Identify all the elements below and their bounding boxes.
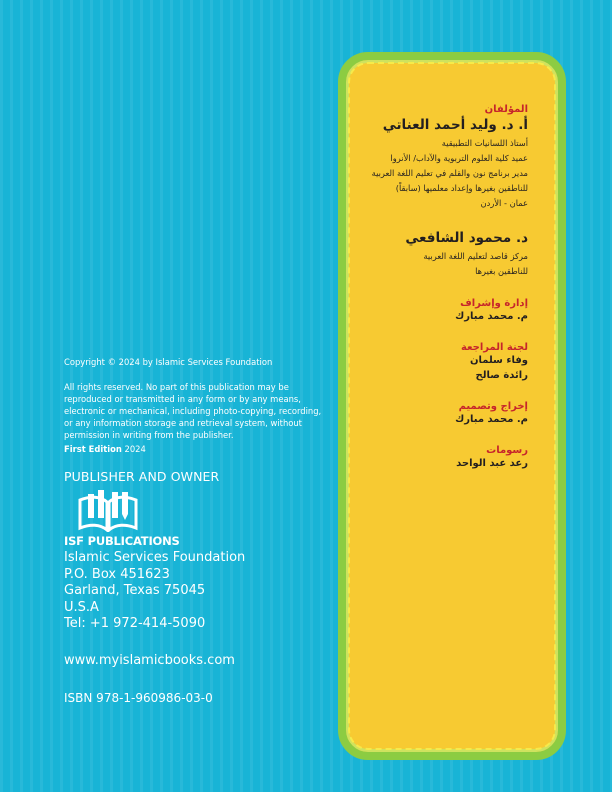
address-line: U.S.A: [64, 599, 99, 615]
address-line: Garland, Texas 75045: [64, 583, 206, 598]
illustrations-role: رسومات: [486, 445, 528, 456]
publisher-info: [64, 356, 326, 705]
management-role: إدارة وإشراف: [460, 298, 528, 309]
isbn: ISBN 978-1-960986-03-0: [64, 690, 213, 705]
rights-statement: All rights reserved. No part of this publication may be reproduced or transmitted in any form or by any means, electronic or mechanical, including photo-copying, recording, or any information storage and retrieval system, without permission in writing from the publisher.: [64, 382, 322, 440]
credits-list: [328, 104, 528, 473]
edition-line: [64, 444, 326, 454]
design-name: م. محمد مبارك: [455, 414, 528, 425]
logo-wordmark: ISF PUBLICATIONS: [64, 534, 180, 548]
management-name: م. محمد مبارك: [455, 311, 528, 322]
reviewer-name: وفاء سلمان: [469, 355, 528, 366]
credits-panel: [338, 52, 566, 760]
author1-detail: عمان - الأردن: [480, 198, 528, 208]
illustrations-name: رعد عبد الواحد: [456, 458, 528, 469]
book-pen-logo-icon: [76, 490, 140, 532]
author1-name: أ. د. وليد أحمد العناتي: [382, 117, 528, 133]
address-line: Islamic Services Foundation: [64, 550, 246, 565]
author1-detail: أستاذ اللسانيات التطبيقية: [441, 138, 528, 148]
author2-detail: مركز قاصد لتعليم اللغة العربية: [423, 251, 528, 261]
author1-detail: مدير برنامج نون والقلم في تعليم اللغة العربية: [371, 168, 528, 178]
authors-role: المؤلفان: [484, 104, 528, 115]
website-link[interactable]: www.myislamicbooks.com: [64, 652, 235, 668]
author2-detail: للناطقين بغيرها: [475, 266, 528, 276]
author2-name: د. محمود الشافعي: [405, 230, 528, 246]
publisher-heading: PUBLISHER AND OWNER: [64, 469, 220, 484]
address-line: P.O. Box 451623: [64, 566, 170, 582]
design-role: إخراج وتصميم: [458, 401, 528, 412]
isf-logo: [64, 488, 326, 550]
phone-line: Tel: +1 972-414-5090: [64, 616, 206, 631]
edition-year: 2024: [124, 444, 146, 454]
author1-detail: للناطقين بغيرها وإعداد معلميها (سابقاً): [395, 183, 528, 193]
edition-label: First Edition: [64, 444, 122, 454]
reviewer-name: رائدة صالح: [475, 370, 528, 381]
review-role: لجنة المراجعة: [460, 342, 528, 353]
author1-detail: عميد كلية العلوم التربوية والآداب/ الأنروا: [390, 153, 528, 163]
copyright-notice: Copyright © 2024 by Islamic Services Foundation: [64, 357, 273, 367]
